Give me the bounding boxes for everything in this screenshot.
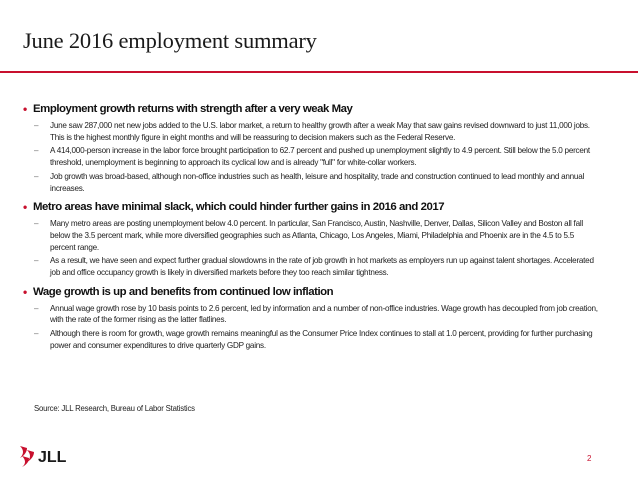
list-item [34, 328, 598, 351]
section-heading-text: Employment growth returns with strength after a very weak May [33, 103, 353, 115]
dash-icon: – [34, 219, 39, 229]
jll-logo [18, 444, 88, 468]
dash-icon: – [34, 146, 39, 156]
list-item-text: June saw 287,000 net new jobs added to the U.S. labor market, a return to healthy growth after a weak May that saw gains revised downward to just 11,000 jobs. This is the highest monthly figure in eight months and will be reassuring to decision makers such as the Federal Reserve. [50, 121, 590, 142]
dash-icon: – [34, 256, 39, 266]
list-item-text: As a result, we have seen and expect further gradual slowdowns in the rate of job growth in hot markets as employers run up against talent shortages. Accelerated job and office occupancy growth is likely in diversified markets before they too reach similar tightness. [50, 256, 594, 278]
dash-icon: – [34, 303, 39, 313]
dash-icon: – [34, 121, 39, 130]
section-wage-growth [23, 285, 598, 352]
section-heading [23, 102, 598, 117]
list-item [34, 255, 598, 278]
list-item-text: Annual wage growth rose by 10 basis points to 2.6 percent, led by information and a number of non-office industries. Wage growth has decoupled from job creation, with the rate of the former rising as the latter flatlines. [50, 303, 598, 325]
slide-title: June 2016 employment summary [23, 28, 317, 53]
title-divider [0, 71, 638, 73]
bullet-icon: • [23, 284, 27, 299]
list-item [34, 303, 598, 326]
section-heading-text: Metro areas have minimal slack, which could hinder further gains in 2016 and 2017 [33, 201, 445, 214]
slide-content [23, 102, 598, 358]
list-item-text: A 414,000-person increase in the labor force brought participation to 62.7 percent and pushed up unemployment slightly to 4.9 percent. Still below the 5.0 percent threshold, unemployment is beginning to approach its cyclical low and is already "full" for white-collar workers. [50, 146, 590, 168]
page-number: 2 [587, 454, 592, 463]
list-item [34, 120, 598, 143]
logo-text: JLL [38, 449, 67, 466]
list-item-text: Many metro areas are posting unemployment below 4.0 percent. In particular, San Francisco, Austin, Nashville, Denver, Dallas, Silicon Valley and Boston all fall below the 3.5 percent mark, while more diversified geographies such as Atlanta, Chicago, Los Angeles, Miami, Philadelphia and Phoenix are in the 4.5 to 5.5 percent range. [50, 219, 583, 252]
bullet-icon: • [23, 200, 27, 215]
section-heading-text: Wage growth is up and benefits from continued low inflation [33, 285, 334, 298]
list-item-text: Job growth was broad-based, although non-office industries such as health, leisure and hospitality, trade and construction continued to lead monthly and annual increases. [50, 171, 585, 193]
list-item [34, 171, 598, 194]
dash-icon: – [34, 329, 39, 339]
jll-logo-icon [18, 444, 88, 468]
section-employment-growth [23, 102, 598, 194]
section-heading [23, 285, 598, 300]
bullet-icon: • [23, 102, 27, 116]
source-note: Source: JLL Research, Bureau of Labor Statistics [34, 404, 195, 413]
list-item [34, 145, 598, 168]
dash-icon: – [34, 171, 39, 181]
section-heading [23, 200, 598, 215]
section-metro-areas [23, 200, 598, 279]
list-item-text: Although there is room for growth, wage growth remains meaningful as the Consumer Price Index continues to stall at 1.0 percent, providing for further purchasing power and consumer expenditures to drive quarterly GDP gains. [50, 329, 593, 350]
list-item [34, 218, 598, 253]
